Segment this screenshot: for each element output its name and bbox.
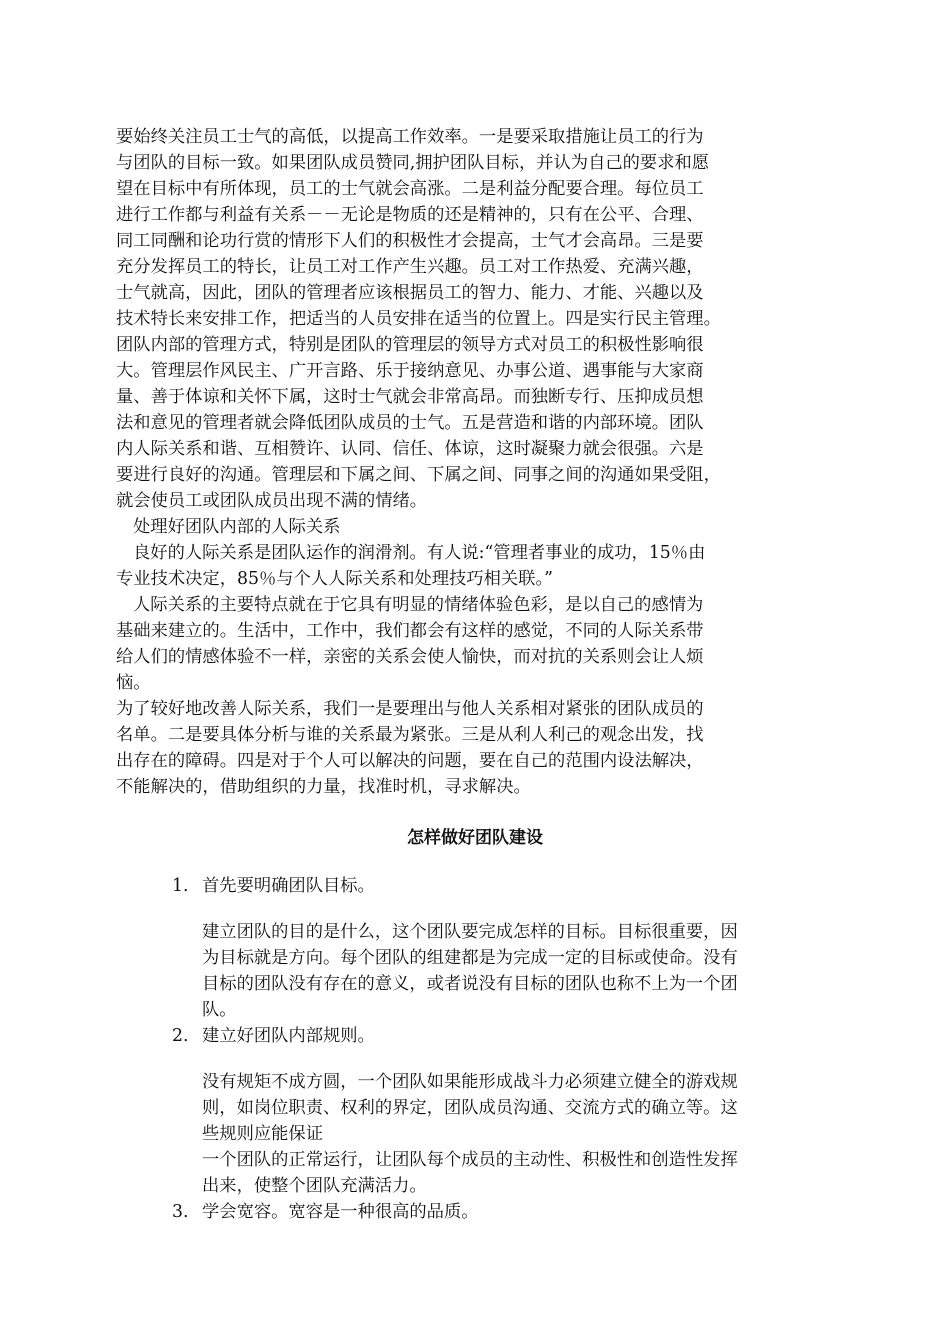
list-item-heading-text: 学会宽容。宽容是一种很高的品质。: [202, 1202, 479, 1222]
list-item: [116, 1023, 816, 1199]
list-item-heading: [116, 1199, 816, 1225]
text-line: 内人际关系和谐、互相赞许、认同、信任、体谅，这时凝聚力就会很强。六是: [116, 439, 704, 459]
text-line: 基础来建立的。生活中，工作中，我们都会有这样的感觉，不同的人际关系带: [116, 621, 704, 641]
text-line: 技术特长来安排工作，把适当的人员安排在适当的位置上。四是实行民主管理。: [116, 309, 721, 329]
text-line: 建立团队的目的是什么，这个团队要完成怎样的目标。目标很重要，因: [202, 922, 738, 942]
text-line: 为目标就是方向。每个团队的组建都是为完成一定的目标或使命。没有: [202, 948, 738, 968]
paragraph: [116, 566, 816, 592]
text-line: 大。管理层作风民主、广开言路、乐于接纳意见、办事公道、遇事能与大家商: [116, 361, 704, 381]
text-line: 望在目标中有所体现，员工的士气就会高涨。二是利益分配要合理。每位员工: [116, 179, 704, 199]
text-line: 些规则应能保证: [202, 1124, 323, 1144]
text-line: 士气就高，因此，团队的管理者应该根据员工的智力、能力、才能、兴趣以及: [116, 283, 704, 303]
text-line: 同工同酬和论功行赏的情形下人们的积极性才会提高，士气才会高昂。三是要: [116, 231, 704, 251]
text-line: 要进行良好的沟通。管理层和下属之间、下属之间、同事之间的沟通如果受阻，: [116, 465, 721, 485]
text-line: 一个团队的正常运行，让团队每个成员的主动性、积极性和创造性发挥: [202, 1150, 738, 1170]
text-line: 出存在的障碍。四是对于个人可以解决的问题，要在自己的范围内设法解决，: [116, 751, 704, 771]
text-line: 名单。二是要具体分析与谁的关系最为紧张。三是从利人利己的观念出发，找: [116, 725, 704, 745]
list-item-body: [116, 1069, 816, 1199]
list-item-number: 1.: [172, 876, 189, 896]
text-line: 出来，使整个团队充满活力。: [202, 1176, 427, 1196]
text-line: 队。: [202, 1000, 237, 1020]
list-item-number: 3.: [172, 1202, 189, 1222]
spacer: [116, 1049, 816, 1069]
list-item-heading-text: 建立好团队内部规则。: [202, 1026, 375, 1046]
paragraph: [116, 540, 816, 566]
text-line: 为了较好地改善人际关系，我们一是要理出与他人关系相对紧张的团队成员的: [116, 699, 704, 719]
list-item-body: [116, 919, 816, 1023]
paragraph: [116, 618, 816, 800]
section-title: 怎样做好团队建设: [407, 828, 543, 848]
list-item: [116, 1199, 816, 1225]
numbered-list: [116, 873, 816, 1225]
text-line: 进行工作都与利益有关系－－无论是物质的还是精神的，只有在公平、合理、: [116, 205, 704, 225]
text-line: 目标的团队没有存在的意义，或者说没有目标的团队也称不上为一个团: [202, 974, 738, 994]
text-line: 法和意见的管理者就会降低团队成员的士气。五是营造和谐的内部环境。团队: [116, 413, 704, 433]
text-line: 不能解决的，借助组织的力量，找准时机，寻求解决。: [116, 777, 531, 797]
body-text: [116, 124, 816, 800]
text-line: 与团队的目标一致。如果团队成员赞同,拥护团队目标，并认为自己的要求和愿: [116, 153, 710, 173]
text-line: 专业技术决定，85％与个人人际关系和处理技巧相关联。”: [116, 569, 553, 589]
paragraph: [116, 124, 816, 514]
text-line: 人际关系的主要特点就在于它具有明显的情绪体验色彩，是以自己的感情为: [133, 595, 704, 615]
paragraph: [116, 514, 816, 540]
text-line: 良好的人际关系是团队运作的润滑剂。有人说:“管理者事业的成功，15％由: [133, 543, 706, 563]
text-line: 没有规矩不成方圆，一个团队如果能形成战斗力必须建立健全的游戏规: [202, 1072, 738, 1092]
list-item-heading: [116, 873, 816, 899]
list-item-heading: [116, 1023, 816, 1049]
text-line: 给人们的情感体验不一样，亲密的关系会使人愉快，而对抗的关系则会让人烦: [116, 647, 704, 667]
text-line: 处理好团队内部的人际关系: [133, 517, 341, 537]
text-line: 团队内部的管理方式，特别是团队的管理层的领导方式对员工的积极性影响很: [116, 335, 704, 355]
text-line: 充分发挥员工的特长，让员工对工作产生兴趣。员工对工作热爱、充满兴趣，: [116, 257, 704, 277]
text-line: 量、善于体谅和关怀下属，这时士气就会非常高昂。而独断专行、压抑成员想: [116, 387, 704, 407]
text-line: 则，如岗位职责、权利的界定，团队成员沟通、交流方式的确立等。这: [202, 1098, 738, 1118]
list-item: [116, 873, 816, 1023]
paragraph: [116, 592, 816, 618]
text-line: 就会使员工或团队成员出现不满的情绪。: [116, 491, 428, 511]
text-line: 恼。: [116, 673, 151, 693]
spacer: [116, 899, 816, 919]
list-item-number: 2.: [172, 1026, 189, 1046]
list-item-heading-text: 首先要明确团队目标。: [202, 876, 375, 896]
text-line: 要始终关注员工士气的高低，以提高工作效率。一是要采取措施让员工的行为: [116, 127, 704, 147]
